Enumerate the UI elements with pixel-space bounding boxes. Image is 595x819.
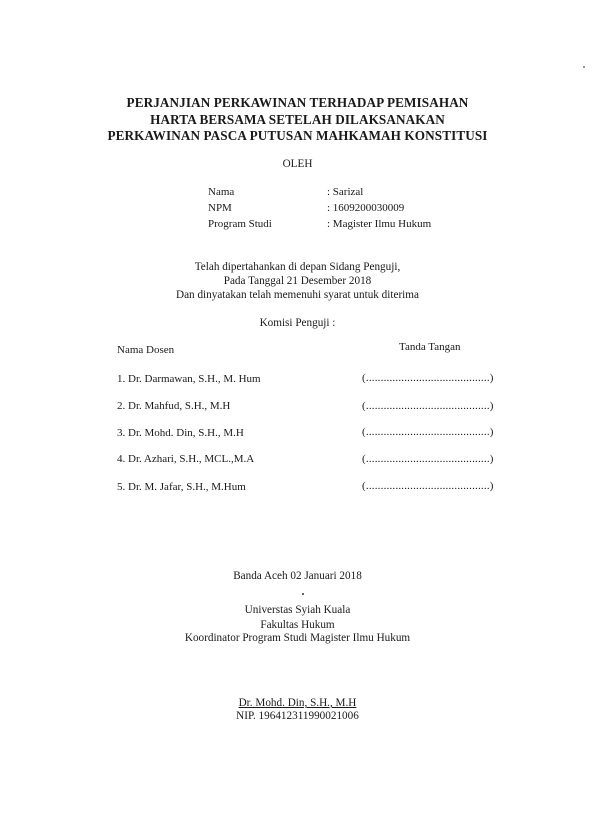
signature-field-3: (..........................................) [362, 426, 494, 438]
signature-field-5: (..........................................) [362, 480, 494, 492]
document-title-line-3: PERKAWINAN PASCA PUTUSAN MAHKAMAH KONSTITUSI [107, 128, 488, 143]
committee-member-4: 4. Dr. Azhari, S.H., MCL.,M.A [117, 453, 255, 465]
committee-member-5: 5. Dr. M. Jafar, S.H., M.Hum [117, 481, 246, 493]
signature-field-2: (..........................................) [362, 400, 494, 412]
committee-member-2: 2. Dr. Mahfud, S.H., M.H [117, 400, 231, 412]
faculty-name: Fakultas Hukum [260, 619, 335, 631]
column-header-name: Nama Dosen [117, 344, 175, 356]
place-date: Banda Aceh 02 Januari 2018 [233, 570, 362, 582]
oleh-label: OLEH [282, 158, 313, 170]
coordinator-name: Dr. Mohd. Din, S.H., M.H [238, 697, 357, 709]
author-label-npm: NPM [208, 202, 232, 214]
author-value-name: : Sarizal [327, 186, 364, 198]
author-value-program: : Magister Ilmu Hukum [327, 218, 432, 230]
author-label-name: Nama [208, 186, 235, 198]
document-title-line-1: PERJANJIAN PERKAWINAN TERHADAP PEMISAHAN [126, 95, 469, 110]
university-name: Universtas Syiah Kuala [244, 604, 351, 616]
column-header-signature: Tanda Tangan [399, 341, 461, 353]
signature-field-4: (..........................................) [362, 453, 494, 465]
defense-line-2: Pada Tanggal 21 Desember 2018 [223, 275, 372, 287]
scan-mark [302, 593, 304, 595]
author-label-program: Program Studi [208, 218, 272, 230]
defense-line-3: Dan dinyatakan telah memenuhi syarat untuk diterima [176, 289, 419, 301]
defense-line-1: Telah dipertahankan di depan Sidang Penguji, [194, 261, 401, 273]
committee-member-1: 1. Dr. Darmawan, S.H., M. Hum [117, 373, 261, 385]
coordinator-role: Koordinator Program Studi Magister Ilmu Hukum [184, 632, 411, 644]
coordinator-nip: NIP. 196412311990021006 [236, 710, 359, 722]
committee-member-3: 3. Dr. Mohd. Din, S.H., M.H [117, 427, 244, 439]
committee-heading: Komisi Penguji : [259, 317, 336, 329]
scan-speck [583, 66, 585, 68]
document-title-line-2: HARTA BERSAMA SETELAH DILAKSANAKAN [150, 112, 445, 127]
signature-field-1: (..........................................) [362, 372, 494, 384]
author-value-npm: : 1609200030009 [327, 202, 405, 214]
